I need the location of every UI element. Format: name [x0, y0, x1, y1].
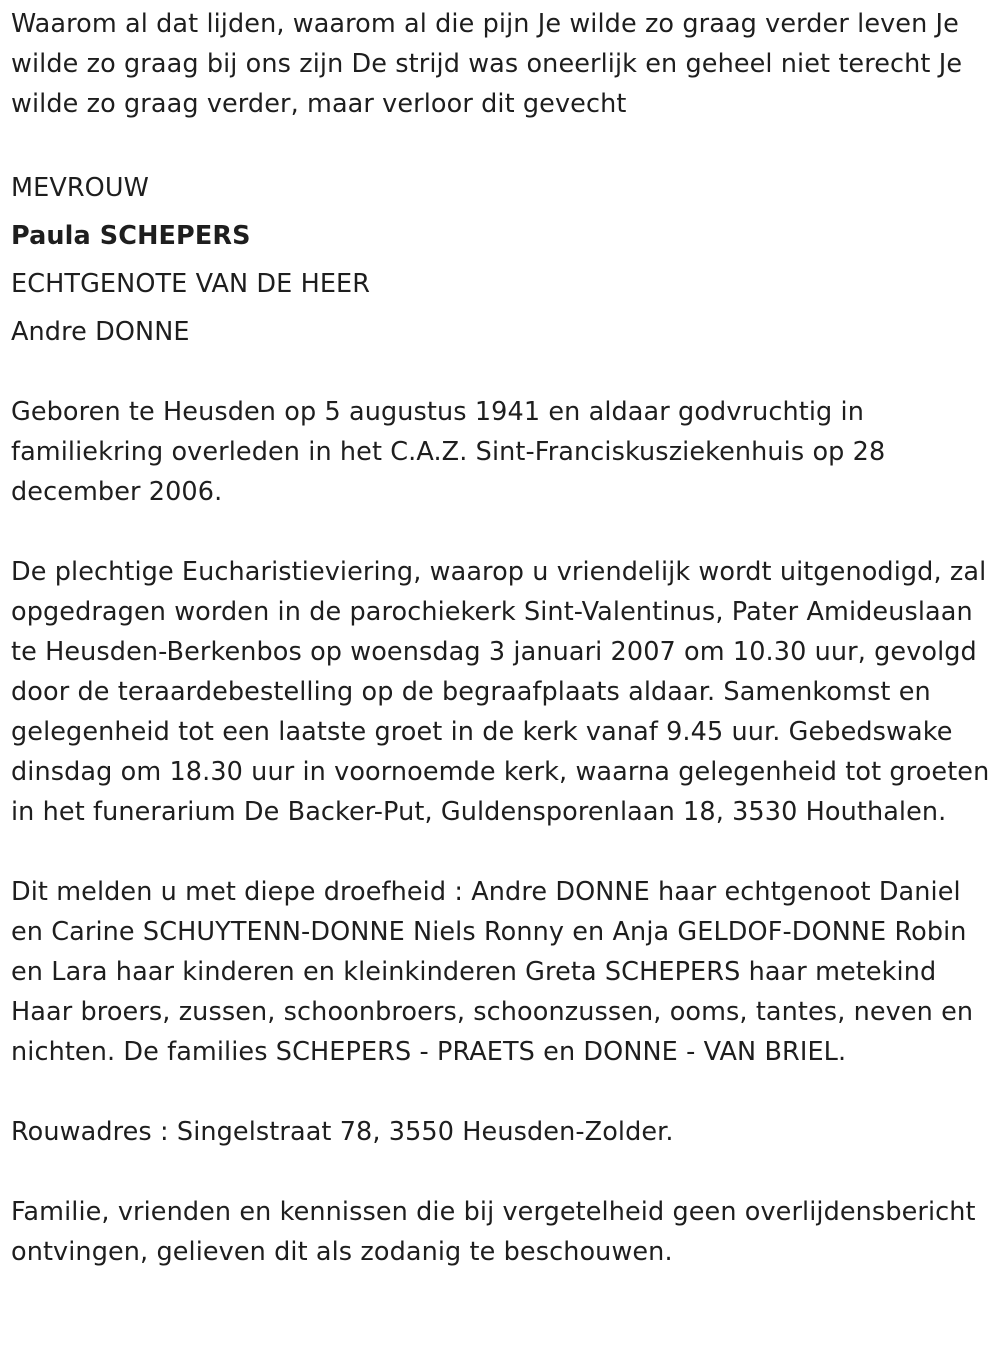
deceased-name: Paula SCHEPERS	[11, 221, 251, 251]
service-paragraph: De plechtige Eucharistieviering, waarop u vriendelijk wordt uitgenodigd, zal opgedragen worden in de parochiekerk Sint-Valentinus, Pater Amideuslaan te Heusden-Berkenbos op woensdag 3 januari 2007 om 10.30 uur, gevolgd door de teraardebestelling op de begraafplaats aldaar. Samenkomst en gelegenheid tot een laatste groet in de kerk vanaf 9.45 uur. Gebedswake dinsdag om 18.30 uur in voornoemde kerk, waarna gelegenheid tot groeten in het funerarium De Backer-Put, Guldensporenlaan 18, 3530 Houthalen.	[11, 557, 990, 827]
spacer	[11, 356, 993, 392]
spouse-name: Andre DONNE	[11, 317, 190, 347]
birth-death-paragraph: Geboren te Heusden op 5 augustus 1941 en aldaar godvruchtig in familiekring overleden in het C.A.Z. Sint-Franciskusziekenhuis op 28 december 2006.	[11, 397, 886, 507]
spacer	[11, 1152, 993, 1192]
address-paragraph: Rouwadres : Singelstraat 78, 3550 Heusden-Zolder.	[11, 1117, 674, 1147]
spacer	[11, 1072, 993, 1112]
spacer	[11, 124, 993, 164]
poem-paragraph: Waarom al dat lijden, waarom al die pijn Je wilde zo graag verder leven Je wilde zo graag bij ons zijn De strijd was oneerlijk en geheel niet terecht Je wilde zo graag verder, maar verloor dit gevecht	[11, 9, 963, 119]
obituary-document	[11, 4, 993, 1272]
relation-label: ECHTGENOTE VAN DE HEER	[11, 269, 371, 299]
closing-paragraph: Familie, vrienden en kennissen die bij vergetelheid geen overlijdensbericht ontvingen, gelieven dit als zodanig te beschouwen.	[11, 1197, 976, 1267]
spacer	[11, 512, 993, 552]
spacer	[11, 832, 993, 872]
announcers-paragraph: Dit melden u met diepe droefheid : Andre DONNE haar echtgenoot Daniel en Carine SCHUYTENN-DONNE Niels Ronny en Anja GELDOF-DONNE Robin en Lara haar kinderen en kleinkinderen Greta SCHEPERS haar metekind Haar broers, zussen, schoonbroers, schoonzussen, ooms, tantes, neven en nichten. De families SCHEPERS - PRAETS en DONNE - VAN BRIEL.	[11, 877, 974, 1067]
title-prefix: MEVROUW	[11, 173, 149, 203]
